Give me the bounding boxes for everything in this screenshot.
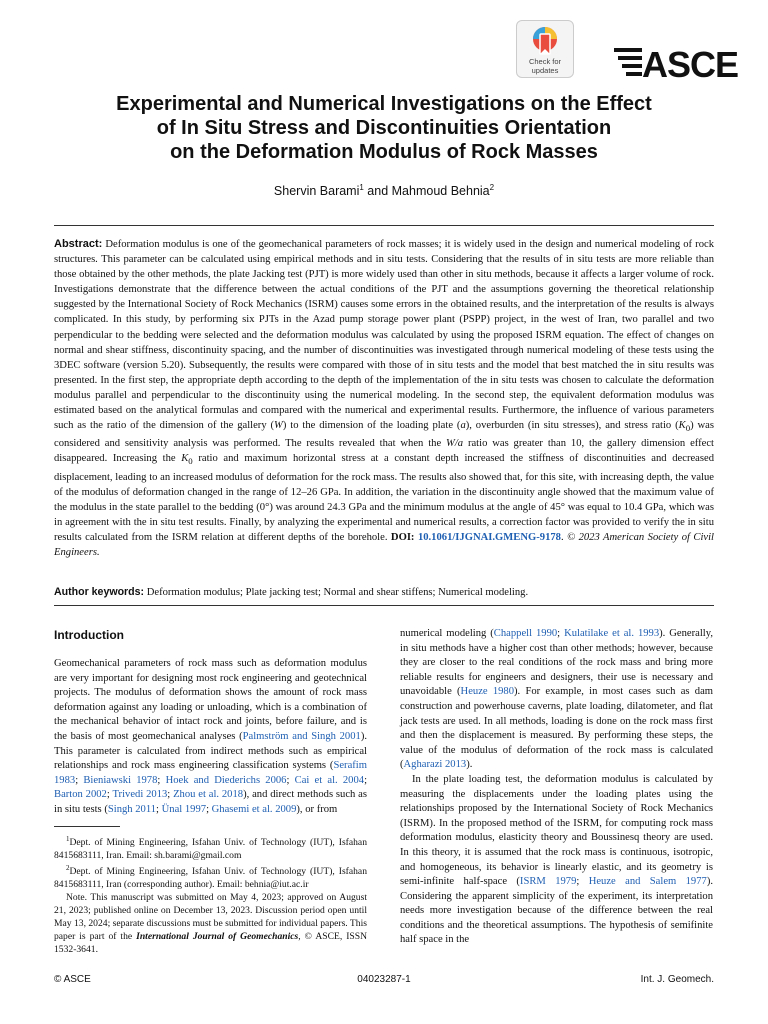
right-column — [400, 627, 713, 948]
citation-link[interactable]: Agharazi 2013 — [403, 759, 467, 771]
footnote-2-marker: 2 — [66, 863, 70, 872]
citation-link[interactable]: Chappell 1990 — [493, 628, 558, 639]
author-list — [40, 183, 728, 198]
citation-link[interactable]: Ünal 1997 — [161, 803, 207, 815]
keywords-text: Deformation modulus; Plate jacking test; Normal and shear stiffens; Numerical modeling. — [144, 587, 529, 598]
footer-article-number: 04023287-1 — [357, 974, 411, 985]
journal-name: International Journal of Geomechanics — [136, 930, 299, 942]
intro-paragraph-1 — [54, 657, 367, 818]
abstract-var-wa: W/a — [446, 438, 464, 450]
abstract-var-a: a — [460, 420, 466, 432]
citation-link[interactable]: Heuze 1980 — [460, 686, 515, 698]
intro-p2-text-2: ). Generally, in situ methods have a higher cost than other methods; however, because they are closer to the real conditions of the rock mass and bring more reliable results for engineers and designers, their use is necessary and unavoidable ( — [400, 628, 713, 698]
intro-paragraph-2 — [400, 627, 713, 773]
left-column — [54, 627, 367, 956]
title-line-3: on the Deformation Modulus of Rock Masses — [170, 141, 598, 163]
keywords-label: Author keywords: — [54, 586, 145, 598]
citation-link[interactable]: Singh 2011 — [107, 803, 157, 815]
abstract-text-4: ) was considered and sensitivity analysis was performed. The results revealed that when the — [54, 420, 715, 450]
intro-p3-text-2: ). Considering the apparent simplicity of the experiment, its interpretation needs more investigation because of the difference between the real conditions and the theoretical assumptions. The hypothesis of semifinite half space in the — [400, 876, 714, 946]
citation-link[interactable]: Palmström and Singh 2001 — [242, 730, 361, 742]
citation-link[interactable]: Serafim 1983 — [54, 760, 367, 786]
citation-separator: ; — [206, 803, 212, 815]
citation-link[interactable]: Trivedi 2013 — [112, 789, 168, 801]
intro-p1-text-3: ), and direct methods such as in situ tests ( — [54, 789, 367, 815]
note-text-1: Note. This manuscript was submitted on May 4, 2023; approved on August 21, 2023; published online on December 13, 2023. Discussion period open until May 13, 2024; separate discussions must be submitted for individual papers. This paper is part of the — [54, 891, 367, 942]
copyright-notice: © 2023 American Society of Civil Engineers. — [54, 532, 714, 559]
author-keywords — [54, 585, 714, 600]
abstract-top-rule — [54, 225, 714, 226]
citation-link[interactable]: Heuze and Salem 1977 — [588, 876, 707, 888]
citation-separator: ; — [576, 876, 589, 888]
author-conjunction: and — [363, 184, 392, 199]
asce-logo-text: ASCE — [642, 44, 739, 82]
abstract-var-k2-sub: 0 — [188, 456, 193, 467]
footnote-rule — [54, 826, 120, 827]
abstract-text-2: ) to the dimension of the loading plate ( — [282, 420, 461, 432]
citation-separator: ; — [557, 628, 565, 639]
note-text-2: , © ASCE, ISSN 1532-3641. — [54, 930, 368, 955]
intro-p3-text-1: In the plate loading test, the deformation modulus is calculated by measuring the displacements under the loading plates using the relationships proposed by the International Society of Rock Mechanics (ISRM). In the proposed method of the ISRM, for computing rock mass deformation modulus, elasticity theory and Boussinesq theory are used. In this theory, it is assumed that the rock mass is continuous, isotropic, and homogeneous, its behavior is linearly elastic, and its geometry is semi-infinite half-space ( — [400, 773, 713, 888]
citation-separator: ; — [364, 774, 368, 786]
abstract-var-k-sub: 0 — [685, 423, 691, 434]
intro-paragraph-3 — [400, 773, 713, 948]
footnote-1-text: Dept. of Mining Engineering, Isfahan Univ. of Technology (IUT), Isfahan 8415683111, Iran. Email: sh.barami@gmail.com — [54, 836, 367, 861]
intro-p2-text-3: ). For example, in most cases such as dam construction and powerhouse caverns, plate loading, dilatometer, and flat jack tests are used. In all methods, loading is done on the rock mass first and then the displacement is measured. By performing these steps, the value of the modulus of deformation of the rock mass is calculated ( — [400, 686, 714, 771]
intro-p2-text-4: ). — [466, 759, 473, 771]
citation-separator: ; — [75, 774, 84, 786]
citation-separator: ; — [156, 803, 162, 815]
author-2: Mahmoud Behnia — [391, 184, 490, 199]
intro-p2-text-1: numerical modeling ( — [400, 628, 494, 639]
citation-link[interactable]: Bieniawski 1978 — [83, 774, 158, 786]
abstract-text-5: ratio was greater than 10, the gallery dimension effect disappeared. Increasing the — [54, 438, 715, 465]
abstract-text-6: ratio and maximum horizontal stress at a constant depth increased the stiffness of discontinuities and decreased displacement, leading to an increased modulus of deformation for the rock mass. The results also showed that, for this site, with increasing depth, the value of the modulus of deformation changed in the range of 12–26 GPa. In addition, the variation in the discontinuity angle showed that the maximum value of the modulus in the state parallel to the bedding (0°) was around 24.3 GPa and the minimum modulus at the angle of 45° was equal to 10.4 GPa, which was in agreement with the in situ test results. Finally, by analyzing the experimental and numerical results, a correction factor was provided to verify the in situ results calculated from the ISRM relation at different depths of the borehole. — [54, 453, 714, 543]
abstract-var-k2: K — [181, 453, 189, 465]
badge-line-2: updates — [531, 66, 559, 75]
abstract-label: Abstract: — [54, 238, 103, 250]
article-title — [40, 92, 728, 164]
citation-link[interactable]: Barton 2002 — [54, 789, 107, 801]
check-for-updates-badge[interactable] — [516, 20, 574, 78]
doi-period: . — [560, 532, 564, 543]
footnote-2-text: Dept. of Mining Engineering, Isfahan Univ. of Technology (IUT), Isfahan 8415683111, Iran (corresponding author). Email: behnia@iut.ac.ir — [54, 865, 367, 890]
intro-p1-text-4: ), or from — [296, 803, 338, 815]
citation-link[interactable]: Kulatilake et al. 1993 — [564, 628, 660, 639]
citation-separator: ; — [157, 774, 166, 786]
keywords-bottom-rule — [54, 605, 714, 606]
abstract — [54, 237, 714, 560]
citation-link[interactable]: Zhou et al. 2018 — [173, 789, 244, 801]
citation-separator: ; — [286, 774, 295, 786]
doi-label: DOI: — [390, 532, 415, 543]
footer-copyright: © ASCE — [54, 974, 91, 985]
abstract-var-w: W — [274, 420, 283, 432]
intro-p1-text-1: Geomechanical parameters of rock mass such as deformation modulus are very important for designing most rock engineering and geotechnical projects. The modulus of deformation shows the amount of rock mass deformation against any loading or unloading, which is a combination of the mechanical behavior of intact rock and joints, before failure, and is the basis of most geomechanical analyses ( — [54, 658, 367, 742]
author-2-affil: 2 — [489, 183, 495, 192]
check-updates-icon — [530, 25, 560, 57]
citation-link[interactable]: ISRM 1979 — [519, 876, 577, 888]
section-heading-introduction: Introduction — [54, 628, 124, 642]
citation-link[interactable]: Cai et al. 2004 — [294, 774, 365, 786]
author-1: Shervin Barami — [273, 184, 360, 199]
asce-logo — [612, 40, 744, 82]
manuscript-note — [54, 891, 367, 956]
badge-line-1: Check for — [528, 57, 562, 66]
abstract-var-k: K — [678, 420, 686, 432]
title-line-1: Experimental and Numerical Investigations on the Effect — [116, 93, 652, 115]
title-line-2: of In Situ Stress and Discontinuities Orientation — [156, 117, 612, 139]
doi-link[interactable]: 10.1061/IJGNAI.GMENG-9178 — [417, 532, 561, 543]
footnote-2 — [54, 862, 367, 891]
citation-link[interactable]: Hoek and Diederichs 2006 — [165, 774, 287, 786]
citation-separator: ; — [167, 789, 174, 801]
footnote-1 — [54, 833, 367, 862]
abstract-text-1: Deformation modulus is one of the geomechanical parameters of rock masses; it is widely used in the design and numerical modeling of rock structures. This parameter can be calculated using empirical methods and in situ tests. Considering that the results of in situ tests are more reliable than those obtained by the other methods, the plate Jacking test (PJT) is more widely used than other in situ methods, because it affects a larger volume of rock. Investigations demonstrate that the difference between the actual conditions of the PJT and the assumptions governing the theoretical relationship suggested by the International Society of Rock Mechanics (ISRM) causes some errors in the obtained results, and the interpretation of the results is always complicated. In this study, by performing six PJTs in the Azad pump storage power plant (PSPP) project, in the west of Iran, two parallel and two perpendicular to the bedding were selected and the deformation modulus was calculated by using the proposed ISRM equation. The effect of changes on normal and shear stiffness, discontinuity spacing, and the number of discontinuities was investigated through numerical modeling of these tests using the 3DEC software (version 5.20). Subsequently, the results were compared with those of in situ tests and the model that best matched the in situ results was presented. In the first step, the appropriate depth according to the depth of the implementation of the in situ tests was chosen to calculate the deformation modulus parallel and perpendicular to the discontinuity using the numerical modeling. In the second step, the equivalent deformation modulus was estimated based on the analytical formulas and compared with the numerical and experimental results. Furthermore, the influence of various parameters such as the ratio of the dimension of the gallery ( — [54, 239, 714, 432]
citation-separator: ; — [106, 789, 113, 801]
citation-link[interactable]: Ghasemi et al. 2009 — [211, 803, 297, 815]
footnote-1-marker: 1 — [66, 834, 70, 843]
footer-journal-abbrev: Int. J. Geomech. — [640, 974, 714, 985]
abstract-text-3: ), overburden (in situ stresses), and stress ratio ( — [465, 420, 679, 432]
author-1-affil: 1 — [359, 183, 364, 192]
intro-p1-text-2: ). This parameter is calculated from indirect methods such as empirical relationships and rock mass engineering classification systems ( — [54, 730, 368, 772]
